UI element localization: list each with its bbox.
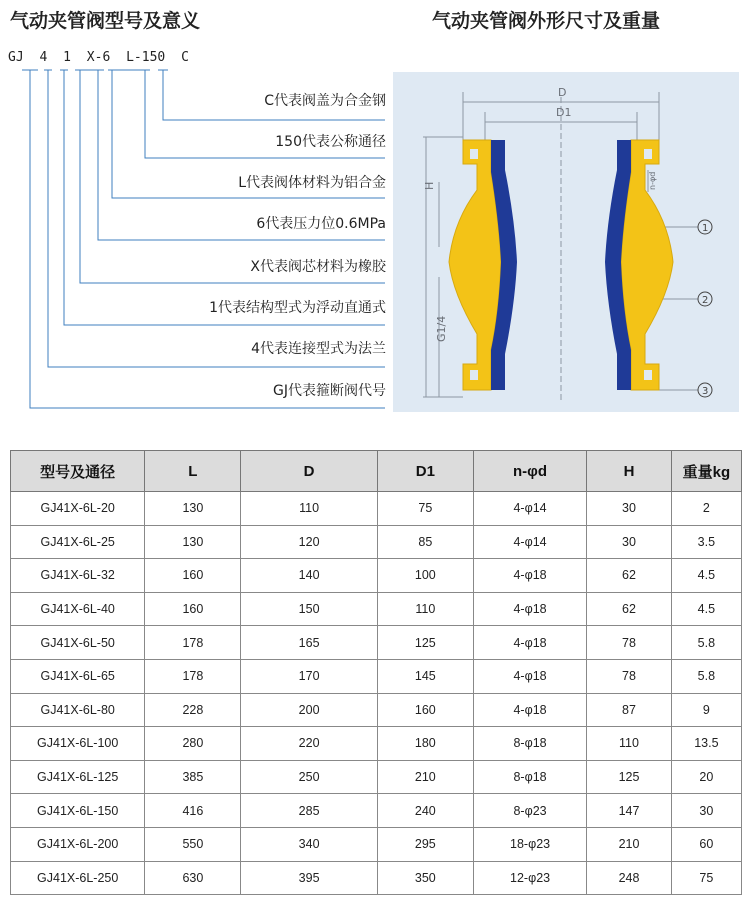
meaning-c: C代表阀盖为合金钢 xyxy=(264,93,386,109)
cell-l: 280 xyxy=(145,727,241,761)
valve-cross-section xyxy=(393,72,739,412)
table-row xyxy=(11,559,742,593)
cell-n-phid: 4-φ14 xyxy=(473,492,586,526)
model-code-part-body-size: L-150 xyxy=(126,50,166,65)
meaning-150: 150代表公称通径 xyxy=(275,134,386,150)
table-header-row xyxy=(11,451,742,492)
meaning-1: 1代表结构型式为浮动直通式 xyxy=(209,300,386,316)
cell-h: 62 xyxy=(587,559,672,593)
cell-weight: 30 xyxy=(671,794,741,828)
table-row xyxy=(11,693,742,727)
cell-d: 140 xyxy=(241,559,377,593)
label-n-phid: n-φd xyxy=(648,171,657,190)
cell-model: GJ41X-6L-50 xyxy=(11,626,145,660)
cell-n-phid: 4-φ18 xyxy=(473,659,586,693)
meaning-l: L代表阀体材料为铝合金 xyxy=(238,175,386,191)
cell-l: 385 xyxy=(145,760,241,794)
meaning-x: X代表阀芯材料为橡胶 xyxy=(250,259,386,275)
cell-weight: 4.5 xyxy=(671,559,741,593)
header-h: H xyxy=(587,451,672,492)
label-d: D xyxy=(558,86,567,99)
cell-weight: 3.5 xyxy=(671,525,741,559)
cell-weight: 75 xyxy=(671,861,741,895)
cell-d1: 350 xyxy=(377,861,473,895)
right-top-flange-hole xyxy=(644,149,652,159)
cell-h: 125 xyxy=(587,760,672,794)
cell-n-phid: 4-φ18 xyxy=(473,693,586,727)
header-d1: D1 xyxy=(377,451,473,492)
cell-h: 147 xyxy=(587,794,672,828)
label-g14: G1/4 xyxy=(435,315,448,342)
cell-d1: 125 xyxy=(377,626,473,660)
cell-l: 178 xyxy=(145,659,241,693)
table-row xyxy=(11,525,742,559)
cell-model: GJ41X-6L-40 xyxy=(11,592,145,626)
header-l: L xyxy=(145,451,241,492)
callout-3: 3 xyxy=(702,386,709,397)
cell-model: GJ41X-6L-150 xyxy=(11,794,145,828)
section-title-dimensions: 气动夹管阀外形尺寸及重量 xyxy=(432,10,661,32)
cell-d1: 110 xyxy=(377,592,473,626)
cell-model: GJ41X-6L-32 xyxy=(11,559,145,593)
cell-model: GJ41X-6L-25 xyxy=(11,525,145,559)
cell-d: 200 xyxy=(241,693,377,727)
cell-n-phid: 8-φ23 xyxy=(473,794,586,828)
right-bottom-flange-hole xyxy=(644,370,652,380)
cell-d: 340 xyxy=(241,827,377,861)
meaning-6: 6代表压力位0.6MPa xyxy=(256,216,386,232)
cell-weight: 5.8 xyxy=(671,659,741,693)
cell-weight: 20 xyxy=(671,760,741,794)
cell-d1: 100 xyxy=(377,559,473,593)
table-row xyxy=(11,626,742,660)
cell-d: 220 xyxy=(241,727,377,761)
cell-model: GJ41X-6L-125 xyxy=(11,760,145,794)
cell-model: GJ41X-6L-65 xyxy=(11,659,145,693)
cell-h: 78 xyxy=(587,626,672,660)
cell-h: 78 xyxy=(587,659,672,693)
header-model: 型号及通径 xyxy=(11,451,145,492)
cell-model: GJ41X-6L-250 xyxy=(11,861,145,895)
cell-model: GJ41X-6L-200 xyxy=(11,827,145,861)
cell-d1: 240 xyxy=(377,794,473,828)
cell-l: 160 xyxy=(145,559,241,593)
header-weight: 重量kg xyxy=(671,451,741,492)
cell-h: 62 xyxy=(587,592,672,626)
cell-d: 285 xyxy=(241,794,377,828)
cell-model: GJ41X-6L-80 xyxy=(11,693,145,727)
cell-d: 165 xyxy=(241,626,377,660)
cell-h: 30 xyxy=(587,525,672,559)
cell-h: 110 xyxy=(587,727,672,761)
left-top-flange-hole xyxy=(470,149,478,159)
table-row xyxy=(11,492,742,526)
cell-l: 178 xyxy=(145,626,241,660)
header-d: D xyxy=(241,451,377,492)
cell-d1: 75 xyxy=(377,492,473,526)
cell-d: 395 xyxy=(241,861,377,895)
callout-1: 1 xyxy=(702,223,709,234)
model-code-part-gj: GJ xyxy=(8,50,24,65)
cell-h: 210 xyxy=(587,827,672,861)
cell-d1: 85 xyxy=(377,525,473,559)
cell-n-phid: 8-φ18 xyxy=(473,760,586,794)
cell-l: 130 xyxy=(145,525,241,559)
cell-weight: 60 xyxy=(671,827,741,861)
cell-l: 416 xyxy=(145,794,241,828)
table-row xyxy=(11,592,742,626)
cell-n-phid: 12-φ23 xyxy=(473,861,586,895)
cell-d: 170 xyxy=(241,659,377,693)
valve-dimension-drawing xyxy=(393,72,739,412)
model-code-part-material-pressure: X-6 xyxy=(86,50,111,65)
cell-weight: 13.5 xyxy=(671,727,741,761)
cell-n-phid: 4-φ18 xyxy=(473,559,586,593)
label-d1: D1 xyxy=(556,106,572,119)
cell-d: 120 xyxy=(241,525,377,559)
cell-d1: 295 xyxy=(377,827,473,861)
cell-d1: 160 xyxy=(377,693,473,727)
cell-n-phid: 4-φ18 xyxy=(473,592,586,626)
cell-d: 250 xyxy=(241,760,377,794)
cell-h: 248 xyxy=(587,861,672,895)
cell-model: GJ41X-6L-20 xyxy=(11,492,145,526)
cell-weight: 4.5 xyxy=(671,592,741,626)
cell-l: 550 xyxy=(145,827,241,861)
cell-weight: 5.8 xyxy=(671,626,741,660)
cell-n-phid: 4-φ14 xyxy=(473,525,586,559)
table-row xyxy=(11,727,742,761)
cell-h: 30 xyxy=(587,492,672,526)
table-row xyxy=(11,794,742,828)
cell-l: 630 xyxy=(145,861,241,895)
cell-d: 110 xyxy=(241,492,377,526)
left-bottom-flange-hole xyxy=(470,370,478,380)
model-code-part-connection: 4 xyxy=(39,50,48,65)
cell-weight: 2 xyxy=(671,492,741,526)
cell-d1: 210 xyxy=(377,760,473,794)
meaning-4: 4代表连接型式为法兰 xyxy=(251,341,386,357)
section-title-model-meaning: 气动夹管阀型号及意义 xyxy=(10,10,201,32)
model-code-part-structure: 1 xyxy=(63,50,71,65)
table-row xyxy=(11,659,742,693)
cell-n-phid: 4-φ18 xyxy=(473,626,586,660)
cell-h: 87 xyxy=(587,693,672,727)
model-code-part-bonnet: C xyxy=(181,50,189,65)
label-h: H xyxy=(423,181,436,190)
cell-model: GJ41X-6L-100 xyxy=(11,727,145,761)
cell-n-phid: 8-φ18 xyxy=(473,727,586,761)
cell-l: 130 xyxy=(145,492,241,526)
dimensions-weight-table xyxy=(10,450,742,895)
table-row xyxy=(11,760,742,794)
table-row xyxy=(11,827,742,861)
cell-n-phid: 18-φ23 xyxy=(473,827,586,861)
meaning-gj: GJ代表箍断阀代号 xyxy=(273,383,386,399)
table-row xyxy=(11,861,742,895)
cell-d1: 180 xyxy=(377,727,473,761)
cell-l: 228 xyxy=(145,693,241,727)
cell-l: 160 xyxy=(145,592,241,626)
cell-d1: 145 xyxy=(377,659,473,693)
header-n-phid: n-φd xyxy=(473,451,586,492)
callout-2: 2 xyxy=(702,295,709,306)
cell-weight: 9 xyxy=(671,693,741,727)
cell-d: 150 xyxy=(241,592,377,626)
